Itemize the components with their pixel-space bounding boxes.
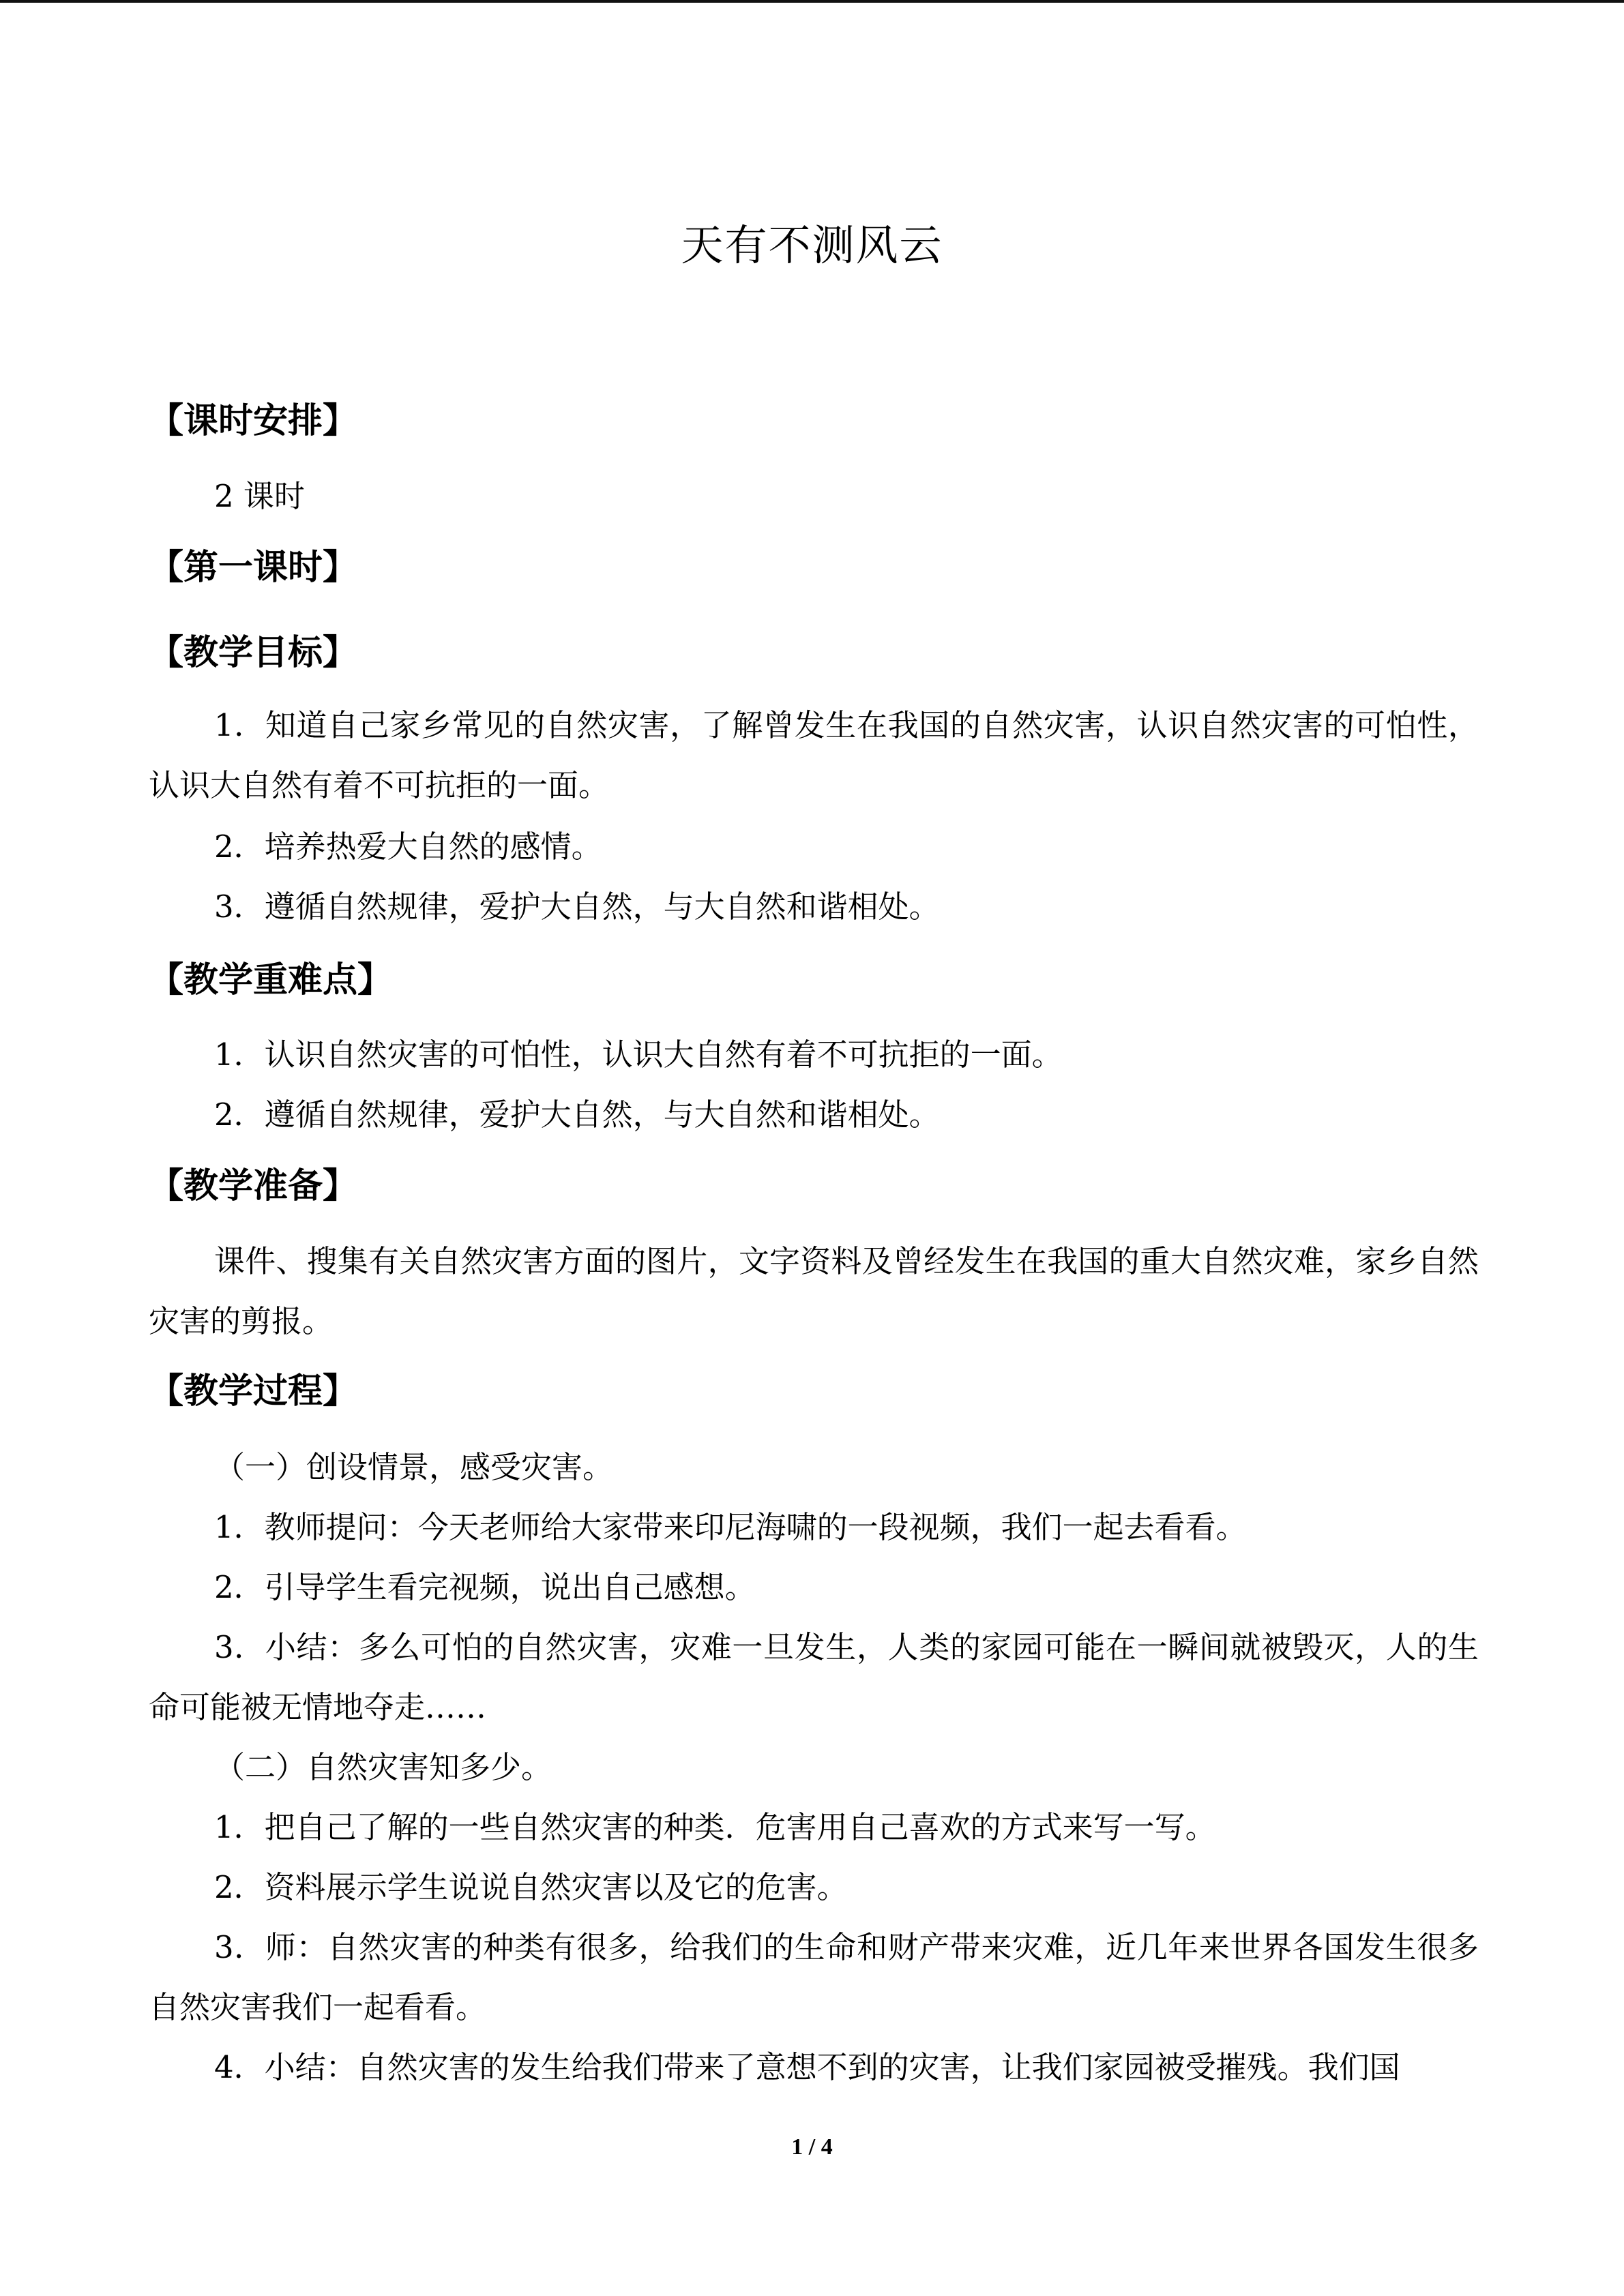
schedule-text: 2 课时 bbox=[214, 478, 305, 514]
heading-lesson-1: 【第一课时】 bbox=[149, 548, 358, 588]
process-item: 1．把自己了解的一些自然灾害的种类．危害用自己喜欢的方式来写一写。 bbox=[214, 1809, 1216, 1845]
keypoint-item-2: 2．遵循自然规律，爱护大自然，与大自然和谐相处。 bbox=[214, 1097, 940, 1133]
process-item: 2．资料展示学生说说自然灾害以及它的危害。 bbox=[214, 1869, 848, 1905]
process-item: 3．小结：多么可怕的自然灾害，灾难一旦发生，人类的家园可能在一瞬间就被毁灭，人的生命可能被无情地夺走…… bbox=[149, 1629, 1479, 1725]
heading-schedule: 【课时安排】 bbox=[149, 401, 358, 441]
process-item: 2．引导学生看完视频，说出自己感想。 bbox=[214, 1569, 756, 1605]
process-step-2-heading: （二）自然灾害知多少。 bbox=[214, 1749, 552, 1785]
goal-item-1: 1．知道自己家乡常见的自然灾害，了解曾发生在我国的自然灾害，认识自然灾害的可怕性，认识大自然有着不可抗拒的一面。 bbox=[149, 707, 1479, 803]
process-item: 3．师：自然灾害的种类有很多，给我们的生命和财产带来灾难，近几年来世界各国发生很多自然灾害我们一起看看。 bbox=[149, 1929, 1479, 2025]
goal-item-3: 3．遵循自然规律，爱护大自然，与大自然和谐相处。 bbox=[214, 889, 940, 925]
goal-item-2: 2．培养热爱大自然的感情。 bbox=[214, 829, 602, 865]
page-number: 1 / 4 bbox=[791, 2134, 833, 2160]
heading-preparation: 【教学准备】 bbox=[149, 1166, 358, 1206]
preparation-text: 课件、搜集有关自然灾害方面的图片，文字资料及曾经发生在我国的重大自然灾难，家乡自然灾害的剪报。 bbox=[149, 1243, 1479, 1339]
keypoint-item-1: 1．认识自然灾害的可怕性，认识大自然有着不可抗拒的一面。 bbox=[214, 1037, 1063, 1073]
top-border-line bbox=[0, 0, 1624, 3]
process-step-1-heading: （一）创设情景，感受灾害。 bbox=[214, 1449, 614, 1485]
process-item: 1．教师提问：今天老师给大家带来印尼海啸的一段视频，我们一起去看看。 bbox=[214, 1509, 1247, 1545]
document-title: 天有不测风云 bbox=[681, 220, 943, 270]
heading-goals: 【教学目标】 bbox=[149, 633, 358, 673]
heading-process: 【教学过程】 bbox=[149, 1371, 358, 1412]
heading-keypoints: 【教学重难点】 bbox=[149, 960, 393, 1000]
process-item: 4．小结：自然灾害的发生给我们带来了意想不到的灾害，让我们家园被受摧残。我们国 bbox=[214, 2049, 1400, 2085]
